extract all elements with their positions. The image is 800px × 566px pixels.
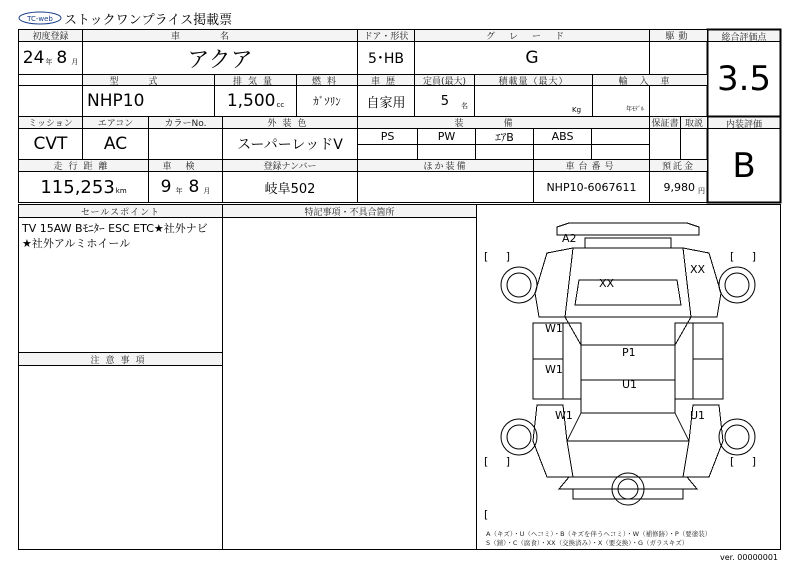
deposit-value: [650, 172, 707, 202]
hdr-model: 型式: [83, 75, 214, 85]
hdr-manual: 取説: [681, 117, 707, 128]
mileage-number: 115,253: [40, 176, 115, 198]
exterior-color-value: スーパーレッドV: [237, 137, 343, 153]
insp-month: 8: [188, 177, 200, 197]
hdr-mileage: 走行距離: [19, 160, 148, 171]
legend-line: S（錆）・C（腐食）・XX（交換済み）・X（要交換）・G（ガラスキズ）: [486, 539, 689, 547]
hdr-car-name: 車名: [83, 30, 357, 41]
hdr-fuel: 燃料: [297, 75, 357, 85]
load-unit: Kg: [572, 106, 582, 114]
hdr-deposit: 預託金: [650, 160, 707, 171]
deposit-number: 9,980: [663, 180, 695, 194]
mileage-value: [19, 172, 148, 202]
hdr-first-reg: 初度登録: [19, 30, 82, 41]
damage-mark: P1: [622, 346, 636, 359]
first-reg-year-unit: 年: [45, 58, 53, 66]
plate-value: 岐阜502: [264, 181, 316, 197]
hdr-import: 輸入車: [593, 75, 707, 85]
svg-text:TC-web: TC-web: [27, 15, 53, 23]
insp-month-unit: 月: [203, 187, 211, 195]
insp-year-unit: 年: [175, 187, 183, 195]
first-reg-year: 24: [22, 48, 45, 68]
capacity-value: [415, 86, 474, 116]
displacement-number: 1,500: [226, 91, 276, 111]
hdr-drive: 駆動: [650, 30, 707, 41]
first-reg-value: [19, 42, 82, 74]
chassis-no-value: NHP10-6067611: [546, 180, 637, 194]
damage-mark: W1: [545, 363, 563, 376]
mileage-unit: km: [115, 187, 127, 195]
hdr-inspection: 車検: [149, 160, 222, 171]
bracket-rear-left: [ ]: [484, 455, 511, 468]
model-value: NHP10: [87, 91, 145, 111]
car-name-value: アクア: [187, 47, 253, 73]
bracket-front-left: [ ]: [484, 250, 511, 263]
version-label: ver. 00000001: [720, 553, 779, 562]
legend-line: A（キズ）・U（ヘコミ）・B（キズを伴うヘコミ）・W（補修跡）・P（要塗装）: [486, 530, 712, 538]
door-shape-value: 5･HB: [367, 51, 405, 67]
damage-mark: U1: [690, 409, 706, 422]
inspection-value: [149, 172, 222, 202]
hdr-equipment: 装備: [358, 117, 649, 128]
damage-mark: U1: [622, 378, 638, 391]
damage-mark: XX: [599, 277, 615, 290]
hdr-overall-score: 総合評価点: [709, 31, 779, 41]
hdr-displacement: 排気量: [215, 75, 296, 85]
hdr-aircon: エアコン: [83, 117, 148, 128]
hdr-warranty: 保証書: [651, 119, 679, 129]
hdr-capacity: 定員(最大): [415, 75, 474, 85]
deposit-unit: 円: [698, 187, 705, 195]
import-model-year-label: 年ﾓﾃﾞﾙ: [626, 106, 645, 113]
equip-pw: PW: [437, 130, 456, 143]
hdr-interior-score: 内装評価: [709, 118, 779, 128]
damage-mark: A2: [562, 232, 577, 245]
mission-value: CVT: [33, 134, 68, 154]
hdr-mission: ミッション: [19, 117, 82, 128]
damage-mark: W1: [545, 322, 563, 335]
hdr-grade: グレード: [415, 30, 649, 41]
hdr-chassis-no: 車台番号: [534, 160, 649, 171]
damage-mark: XX: [690, 263, 706, 276]
hdr-load: 積載量（最大）: [475, 75, 592, 85]
hdr-other-equipment: ほか装備: [358, 160, 533, 171]
hdr-door-shape: ドア・形状: [358, 30, 414, 41]
damage-legend: [486, 530, 778, 548]
equip-ps: PS: [380, 130, 395, 143]
damage-mark: W1: [555, 409, 573, 422]
equip-abs: ABS: [551, 130, 574, 143]
grade-value: G: [525, 48, 539, 68]
displacement-unit: cc: [276, 101, 285, 109]
overall-score-value: 3.5: [716, 59, 772, 99]
first-reg-month-unit: 月: [71, 58, 79, 66]
capacity-unit: 名: [461, 102, 468, 110]
sales-points-text: [22, 221, 208, 251]
first-reg-month: 8: [56, 48, 68, 68]
sales-point-line: TV 15AW Bﾓﾆﾀｰ ESC ETC★社外ナビ: [22, 222, 208, 235]
interior-score-value: B: [732, 145, 756, 186]
bracket-rear-right: [ ]: [730, 455, 757, 468]
capacity-number: 5: [440, 93, 449, 109]
hdr-plate: 登録ナンバー: [223, 160, 357, 171]
history-value: 自家用: [366, 95, 406, 111]
sales-point-line: ★社外アルミホイール: [22, 237, 131, 250]
equip-airbag: ｴｱB: [495, 130, 514, 144]
aircon-value: AC: [103, 134, 128, 154]
hdr-caution: 注意事項: [19, 353, 222, 365]
hdr-remarks: 特記事項・不具合箇所: [223, 205, 476, 217]
insp-year: 9: [160, 177, 172, 197]
hdr-history: 車歴: [358, 75, 414, 85]
fuel-value: ｶﾞｿﾘﾝ: [313, 95, 341, 108]
hdr-exterior-color: 外装色: [223, 117, 357, 128]
displacement-value: [215, 86, 296, 116]
bracket-bottom-left: [: [484, 508, 489, 521]
hdr-sales-points: セールスポイント: [19, 205, 222, 217]
hdr-color-no: カラーNo.: [149, 117, 222, 128]
bracket-front-right: [ ]: [730, 250, 757, 263]
page-title: ストックワンプライス掲載票: [64, 13, 233, 28]
